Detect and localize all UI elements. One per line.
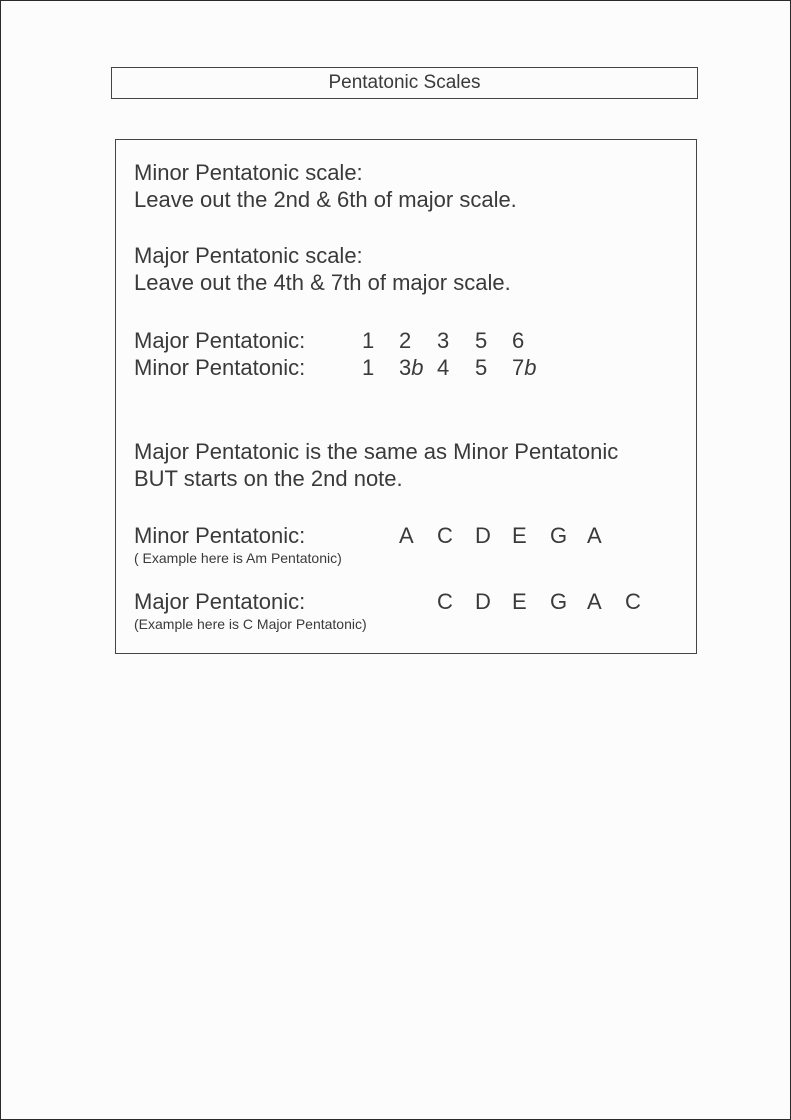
- major-degree: 5: [475, 328, 488, 353]
- minor-degree: 3b: [399, 355, 424, 380]
- minor-example-note: ( Example here is Am Pentatonic): [134, 550, 342, 566]
- minor-scale-rule: Leave out the 2nd & 6th of major scale.: [134, 187, 517, 212]
- minor-example-note-letter: E: [512, 523, 527, 548]
- minor-degree: 7b: [512, 355, 537, 380]
- major-example-note-letter: C: [437, 589, 453, 614]
- minor-example-note-letter: G: [550, 523, 568, 548]
- major-degree: 1: [362, 328, 375, 353]
- minor-example-note-letter: A: [399, 523, 414, 548]
- major-example-note-letter: C: [625, 589, 641, 614]
- minor-example-note-letter: D: [475, 523, 491, 548]
- major-example-note-letter: D: [475, 589, 491, 614]
- major-scale-rule: Leave out the 4th & 7th of major scale.: [134, 270, 511, 295]
- major-example-note-letter: A: [587, 589, 602, 614]
- relation-line-1: Major Pentatonic is the same as Minor Pentatonic: [134, 439, 619, 464]
- minor-scale-heading: Minor Pentatonic scale:: [134, 160, 363, 185]
- page-title: Pentatonic Scales: [111, 67, 698, 99]
- major-degree: 6: [512, 328, 525, 353]
- relation-line-2: BUT starts on the 2nd note.: [134, 466, 403, 491]
- major-example-note-letter: E: [512, 589, 527, 614]
- major-degrees-label: Major Pentatonic:: [134, 328, 306, 353]
- content-box: [115, 139, 697, 654]
- major-degree: 2: [399, 328, 412, 353]
- major-degree: 3: [437, 328, 450, 353]
- major-example-note: (Example here is C Major Pentatonic): [134, 616, 367, 632]
- minor-degree: 4: [437, 355, 450, 380]
- minor-example-note-letter: A: [587, 523, 602, 548]
- major-example-label: Major Pentatonic:: [134, 589, 306, 614]
- major-example-note-letter: G: [550, 589, 568, 614]
- minor-degrees-label: Minor Pentatonic:: [134, 355, 306, 380]
- minor-degree: 1: [362, 355, 375, 380]
- major-scale-heading: Major Pentatonic scale:: [134, 243, 363, 268]
- minor-example-note-letter: C: [437, 523, 453, 548]
- minor-example-label: Minor Pentatonic:: [134, 523, 306, 548]
- minor-degree: 5: [475, 355, 488, 380]
